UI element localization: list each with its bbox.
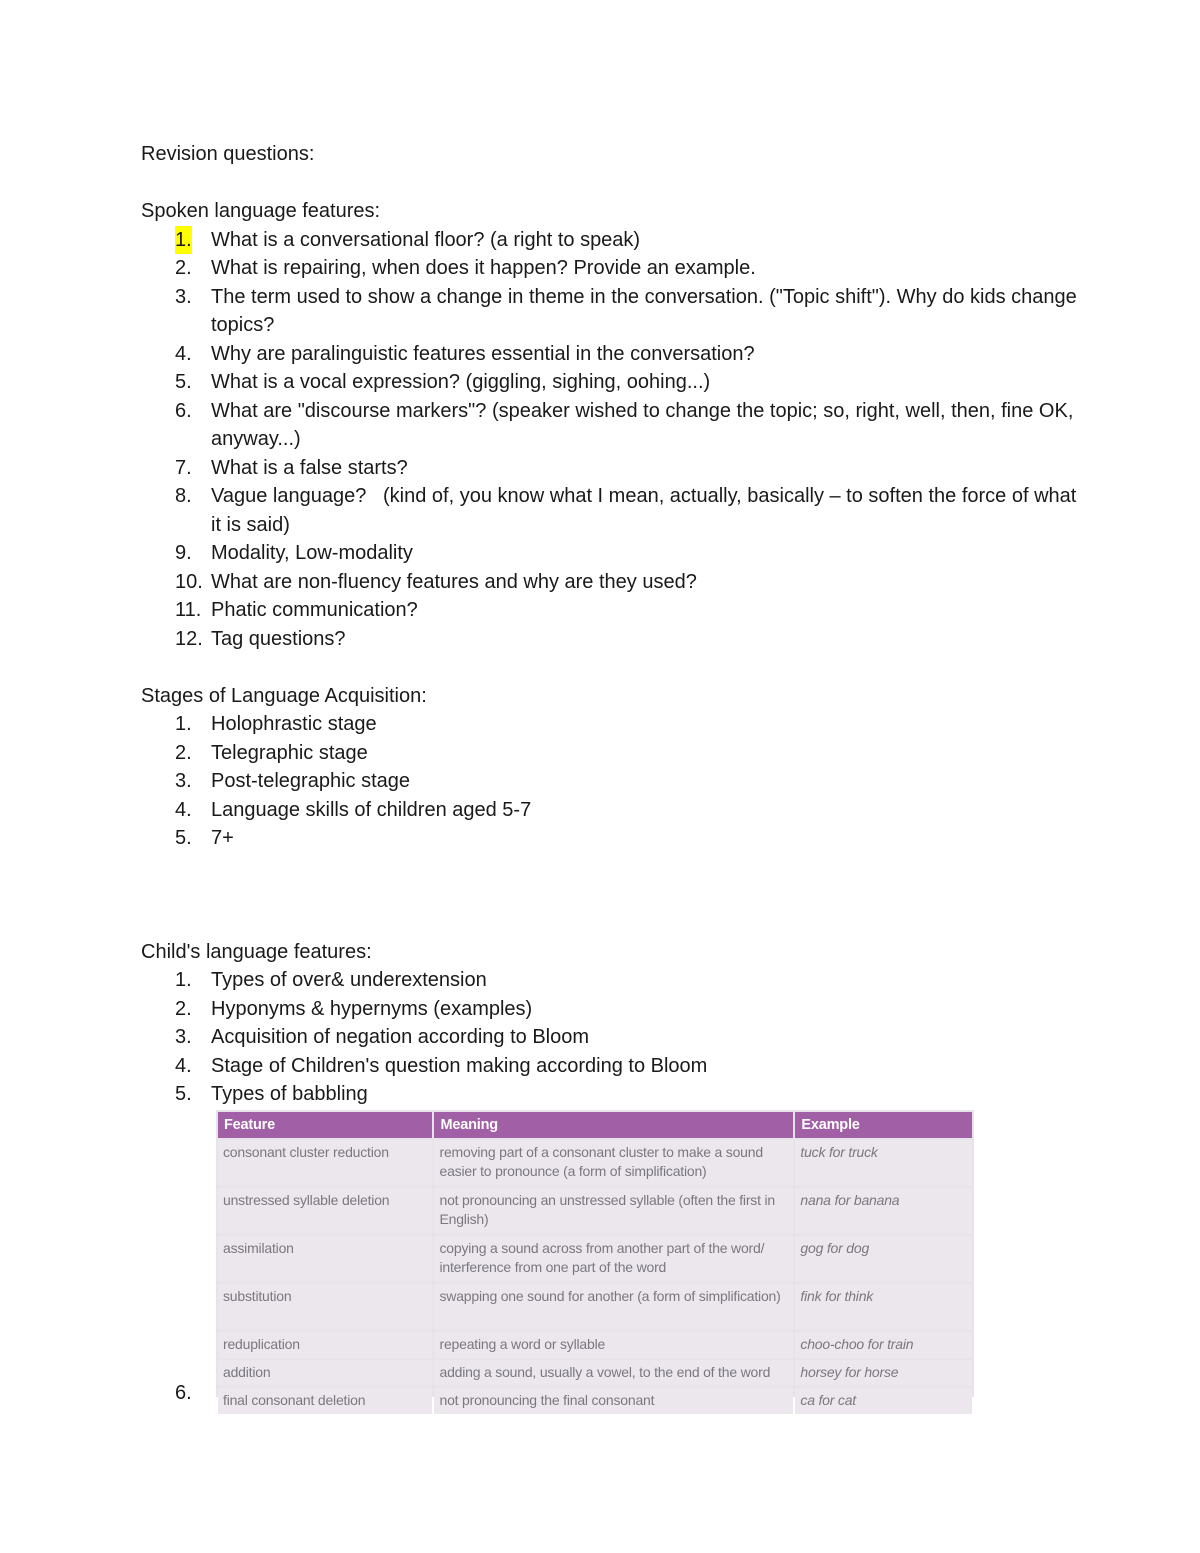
- list-number: 5.: [175, 371, 192, 393]
- feature-cell: final consonant deletion: [218, 1388, 432, 1414]
- list-item-text: What is a vocal expression? (giggling, sighing, oohing...): [211, 371, 711, 393]
- list-number: 9.: [175, 542, 192, 564]
- feature-cell: assimilation: [218, 1236, 432, 1282]
- list-item-text: Language skills of children aged 5-7: [211, 798, 532, 821]
- list-item-text: The term used to show a change in theme in the conversation. ("Topic shift"). Why do kids change topics?: [211, 285, 1083, 336]
- list-item: [141, 796, 1081, 825]
- list-item: [141, 596, 1081, 625]
- list-item-text: What are "discourse markers"? (speaker wished to change the topic; so, right, well, then, fine OK, anyway...): [211, 399, 1079, 450]
- column-header-meaning: Meaning: [434, 1112, 793, 1138]
- list-number: 1.: [175, 969, 192, 991]
- list-item: [141, 995, 1081, 1024]
- table-row: [218, 1388, 972, 1414]
- example-cell: choo-choo for train: [795, 1332, 972, 1358]
- list-item: [141, 368, 1081, 397]
- list-item-text: Types of babbling: [211, 1083, 368, 1105]
- list-item: [141, 539, 1081, 568]
- list-number: 3.: [175, 285, 192, 308]
- example-cell: tuck for truck: [795, 1140, 972, 1186]
- child-features-heading: Child's language features:: [141, 940, 372, 963]
- spoken-heading: Spoken language features:: [141, 200, 381, 222]
- list-number: 2.: [175, 257, 192, 279]
- list-number: 1.: [175, 713, 192, 735]
- column-header-feature: Feature: [218, 1112, 432, 1138]
- meaning-cell: copying a sound across from another part of the word/ interference from one part of the word: [434, 1236, 793, 1282]
- column-header-example: Example: [795, 1112, 972, 1138]
- list-item: [141, 824, 1081, 853]
- list-item-text: Hyponyms & hypernyms (examples): [211, 997, 533, 1020]
- example-cell: ca for cat: [795, 1388, 972, 1414]
- list-item-text: Acquisition of negation according to Bloom: [211, 1026, 590, 1048]
- meaning-cell: removing part of a consonant cluster to make a sound easier to pronounce (a form of simplification): [434, 1140, 793, 1186]
- list-number: 5.: [175, 1083, 192, 1105]
- stages-heading: Stages of Language Acquisition:: [141, 684, 427, 707]
- stages-list: [141, 710, 1081, 853]
- list-item-text: Phatic communication?: [211, 599, 418, 621]
- list-item: [141, 1023, 1081, 1052]
- list-item: [141, 625, 1081, 654]
- list-item: [141, 482, 1081, 539]
- list-number-six: 6.: [175, 1382, 192, 1404]
- table-row: [218, 1360, 972, 1386]
- list-item-text: What is repairing, when does it happen? Provide an example.: [211, 257, 756, 279]
- list-item: [141, 340, 1081, 369]
- page-title: Revision questions:: [141, 143, 315, 165]
- list-number: 3.: [175, 1026, 192, 1048]
- list-number: 4.: [175, 798, 192, 821]
- feature-cell: unstressed syllable deletion: [218, 1188, 432, 1234]
- list-item-text: What is a false starts?: [211, 456, 408, 479]
- list-number: 4.: [175, 1054, 192, 1077]
- list-item: [141, 739, 1081, 768]
- example-cell: horsey for horse: [795, 1360, 972, 1386]
- example-cell: gog for dog: [795, 1236, 972, 1282]
- table-row: [218, 1140, 972, 1186]
- list-number: 2.: [175, 741, 192, 764]
- list-number: 11.: [175, 599, 202, 621]
- list-item: [141, 254, 1081, 283]
- list-item-text: Post-telegraphic stage: [211, 770, 411, 792]
- meaning-cell: swapping one sound for another (a form of simplification): [434, 1284, 793, 1330]
- meaning-cell: adding a sound, usually a vowel, to the end of the word: [434, 1360, 793, 1386]
- list-number: 3.: [175, 770, 192, 792]
- list-number: 8.: [175, 485, 192, 507]
- feature-cell: substitution: [218, 1284, 432, 1330]
- list-item-text: Holophrastic stage: [211, 713, 377, 735]
- highlighted-list-number: 1.: [175, 226, 192, 255]
- list-item-text: What is a conversational floor? (a right to speak): [211, 228, 641, 251]
- list-item-text: Telegraphic stage: [211, 741, 368, 764]
- child-features-list: [141, 966, 1081, 1109]
- list-item: [141, 283, 1081, 340]
- list-item-text: 7+: [211, 827, 234, 849]
- table-row: [218, 1332, 972, 1358]
- list-item-text: Vague language? (kind of, you know what I mean, actually, basically – to soften the force of what it is said): [211, 485, 1082, 536]
- feature-cell: reduplication: [218, 1332, 432, 1358]
- list-item: [141, 1080, 1081, 1109]
- babbling-features-table-image: [216, 1110, 974, 1408]
- feature-cell: consonant cluster reduction: [218, 1140, 432, 1186]
- example-cell: nana for banana: [795, 1188, 972, 1234]
- meaning-cell: not pronouncing an unstressed syllable (often the first in English): [434, 1188, 793, 1234]
- list-item: [141, 226, 1081, 255]
- spoken-question-list: [141, 226, 1081, 654]
- feature-cell: addition: [218, 1360, 432, 1386]
- example-cell: fink for think: [795, 1284, 972, 1330]
- list-item-text: What are non-fluency features and why are they used?: [211, 570, 697, 593]
- list-item: [141, 568, 1081, 597]
- table-header-row: [218, 1112, 972, 1138]
- list-item: [141, 454, 1081, 483]
- list-number: 12.: [175, 627, 203, 650]
- table-row: [218, 1236, 972, 1282]
- list-number: 2.: [175, 997, 192, 1020]
- table-row: [218, 1188, 972, 1234]
- list-item-text: Modality, Low-modality: [211, 542, 413, 564]
- list-number: 6.: [175, 399, 192, 422]
- list-item-text: Stage of Children's question making according to Bloom: [211, 1054, 708, 1077]
- list-item: [141, 767, 1081, 796]
- document-page: [141, 140, 1081, 1109]
- meaning-cell: not pronouncing the final consonant: [434, 1388, 793, 1414]
- list-item-text: Tag questions?: [211, 627, 346, 650]
- meaning-cell: repeating a word or syllable: [434, 1332, 793, 1358]
- table-row: [218, 1284, 972, 1330]
- list-item: [141, 1052, 1081, 1081]
- babbling-features-table: [216, 1110, 974, 1416]
- list-number: 4.: [175, 342, 192, 365]
- list-item-text: Types of over& underextension: [211, 969, 487, 991]
- list-number: 5.: [175, 827, 192, 849]
- list-number: 7.: [175, 456, 192, 479]
- list-number: 10.: [175, 570, 203, 593]
- list-item: [141, 710, 1081, 739]
- list-item-text: Why are paralinguistic features essential in the conversation?: [211, 342, 755, 365]
- list-item: [141, 397, 1081, 454]
- list-item: [141, 966, 1081, 995]
